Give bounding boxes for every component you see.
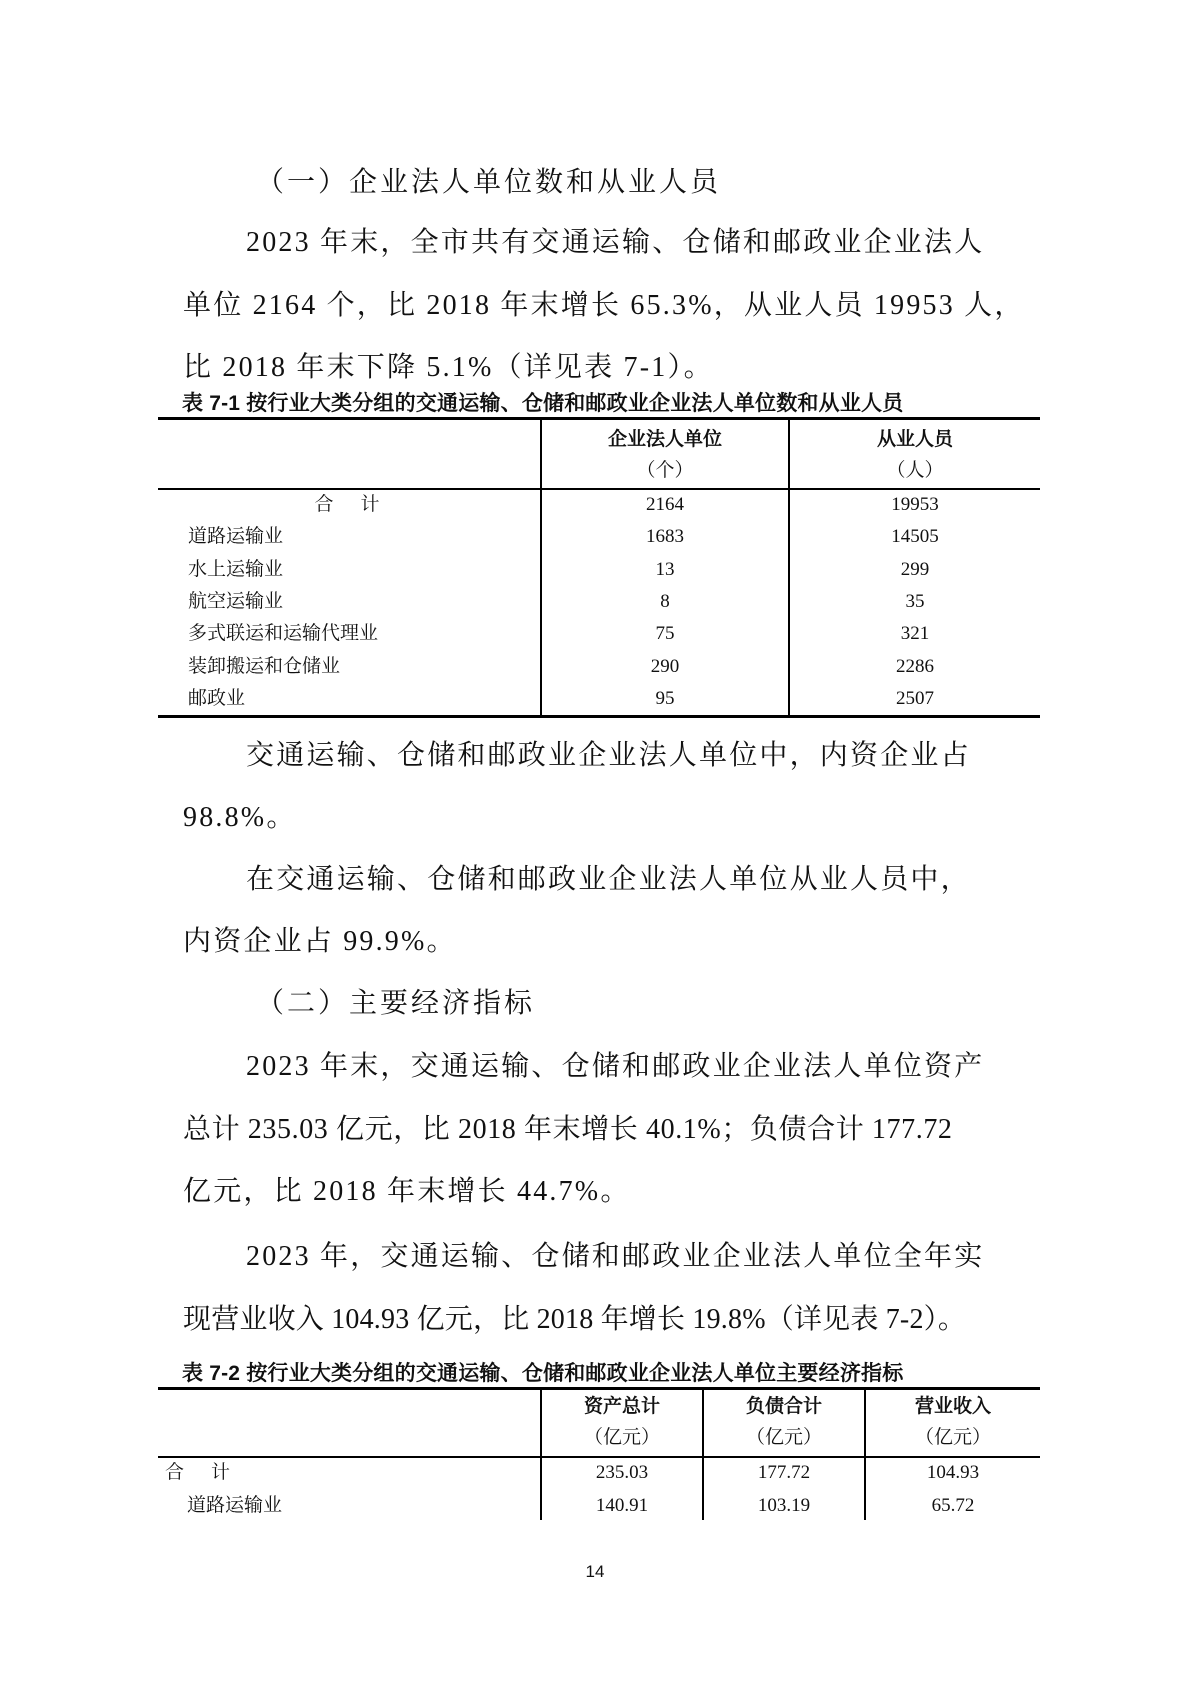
- paragraph-line: 交通运输、仓储和邮政业企业法人单位中，内资企业占: [246, 740, 971, 771]
- table-cell: 290: [650, 655, 680, 677]
- paragraph-line: 2023 年末，交通运输、仓储和邮政业企业法人单位资产: [246, 1051, 985, 1082]
- column-header: 从业人员: [876, 429, 953, 450]
- section-heading-2: （二）主要经济指标: [256, 988, 536, 1019]
- table-cell: 75: [655, 623, 675, 645]
- table-cell: 95: [655, 687, 675, 709]
- row-label: 邮政业: [188, 687, 246, 709]
- table-caption: 表 7-2 按行业大类分组的交通运输、仓储和邮政业企业法人单位主要经济指标: [182, 1362, 904, 1385]
- table-cell: 14505: [891, 526, 939, 548]
- row-label: 水上运输业: [188, 558, 284, 580]
- table-cell: 177.72: [757, 1462, 811, 1483]
- paragraph-line: 单位 2164 个，比 2018 年末增长 65.3%，从业人员 19953 人，: [183, 290, 1025, 321]
- table-cell: 13: [655, 558, 675, 580]
- column-header: 营业收入: [914, 1396, 991, 1417]
- row-label: 合 计: [165, 1462, 235, 1483]
- row-label: 道路运输业: [187, 1494, 283, 1516]
- column-unit: （亿元）: [745, 1427, 822, 1448]
- row-label: 装卸搬运和仓储业: [188, 655, 341, 677]
- row-label: 航空运输业: [188, 590, 284, 612]
- column-unit: （人）: [886, 460, 944, 481]
- table-cell: 8: [660, 590, 670, 612]
- paragraph-line: 98.8%。: [183, 802, 297, 833]
- paragraph-line: 内资企业占 99.9%。: [183, 926, 457, 957]
- paragraph-line: 现营业收入 104.93 亿元，比 2018 年增长 19.8%（详见表 7-2）。: [183, 1304, 967, 1335]
- paragraph-line: 亿元，比 2018 年末增长 44.7%。: [183, 1176, 631, 1207]
- table-cell: 19953: [891, 494, 939, 515]
- table-cell: 65.72: [931, 1494, 975, 1516]
- table-cell: 321: [900, 623, 930, 645]
- table-cell: 140.91: [595, 1494, 649, 1516]
- row-label: 合 计: [314, 494, 384, 515]
- row-label: 多式联运和运输代理业: [188, 623, 379, 645]
- table-cell: 2507: [896, 687, 934, 709]
- column-header: 资产总计: [583, 1396, 660, 1417]
- table-top-rule: [158, 1387, 1040, 1390]
- paragraph-line: 2023 年，交通运输、仓储和邮政业企业法人单位全年实: [246, 1241, 985, 1272]
- row-label: 道路运输业: [188, 526, 284, 548]
- paragraph-line: 总计 235.03 亿元，比 2018 年末增长 40.1%；负债合计 177.72: [183, 1114, 953, 1145]
- table-cell: 299: [900, 558, 930, 580]
- section-heading-1: （一）企业法人单位数和从业人员: [256, 167, 722, 198]
- column-unit: （个）: [636, 460, 694, 481]
- table-cell: 35: [905, 590, 925, 612]
- table-header-rule: [158, 1456, 1040, 1458]
- paragraph-line: 2023 年末，全市共有交通运输、仓储和邮政业企业法人: [246, 227, 985, 258]
- table-caption: 表 7-1 按行业大类分组的交通运输、仓储和邮政业企业法人单位数和从业人员: [182, 392, 904, 415]
- table-cell: 104.93: [926, 1462, 980, 1483]
- table-cell: 1683: [646, 526, 684, 548]
- table-top-rule: [158, 417, 1040, 420]
- table-cell: 103.19: [757, 1494, 811, 1516]
- table-bottom-rule: [158, 715, 1040, 718]
- paragraph-line: 在交通运输、仓储和邮政业企业法人单位从业人员中，: [246, 864, 971, 895]
- table-cell: 235.03: [595, 1462, 649, 1483]
- paragraph-line: 比 2018 年末下降 5.1%（详见表 7-1）。: [183, 352, 714, 383]
- column-header: 企业法人单位: [607, 429, 722, 450]
- table-header-rule: [158, 488, 1040, 490]
- column-unit: （亿元）: [583, 1427, 660, 1448]
- page-number: 14: [585, 1562, 605, 1581]
- table-cell: 2286: [896, 655, 934, 677]
- table-cell: 2164: [646, 494, 684, 515]
- column-unit: （亿元）: [914, 1427, 991, 1448]
- column-header: 负债合计: [745, 1396, 822, 1417]
